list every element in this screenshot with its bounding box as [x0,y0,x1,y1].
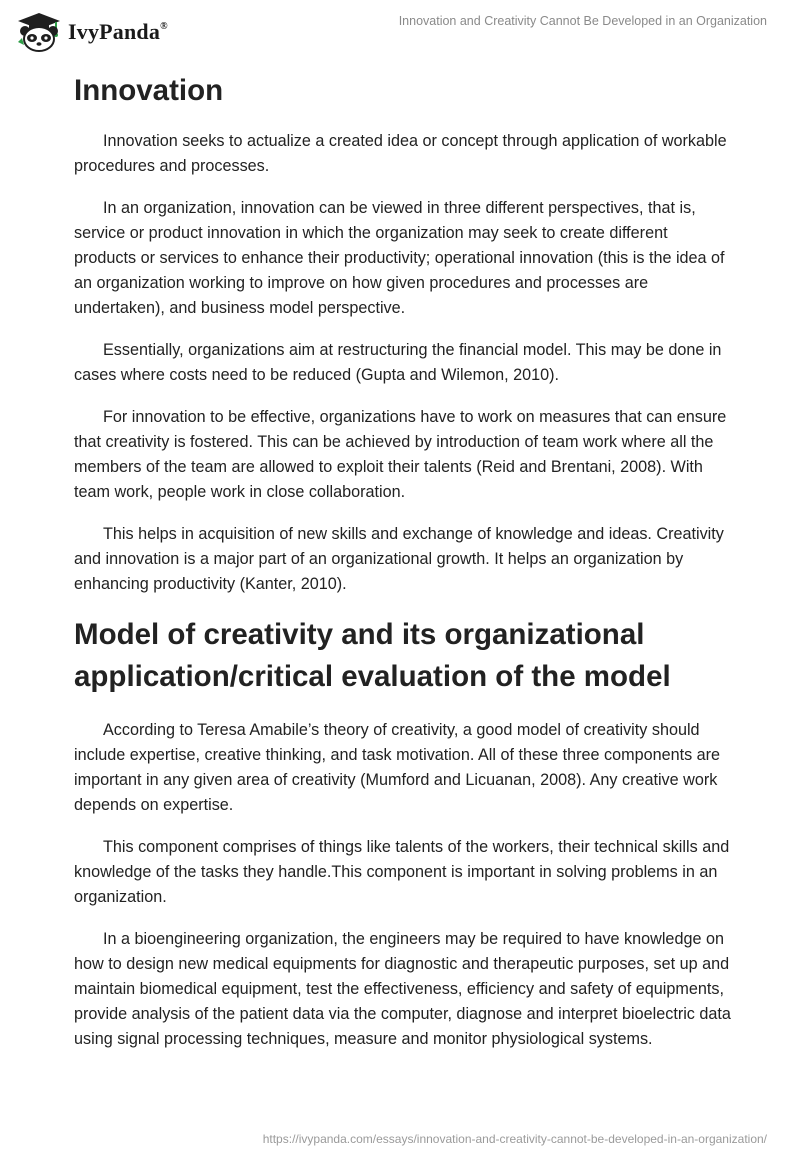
paragraph: In an organization, innovation can be viewed in three different perspectives, that is, service or product innovation in which the organization may seek to create different products or services to enhance their productivity; operational innovation (this is the idea of an organization working to improve on how given procedures and processes are undertaken), and business model perspective. [74,199,725,317]
source-url[interactable]: https://ivypanda.com/essays/innovation-and-creativity-cannot-be-developed-in-an-organization/ [262,1132,767,1146]
section-heading-model: Model of creativity and its organizational application/critical evaluation of the model [74,618,671,693]
essay-content [74,70,734,1069]
paragraph: For innovation to be effective, organizations have to work on measures that can ensure that creativity is fostered. This can be achieved by introduction of team work where all the members of the team are allowed to exploit their talents (Reid and Brentani, 2008). With team work, people work in close collaboration. [74,408,727,501]
logo-wordmark: IvyPanda® [68,19,168,44]
panda-graduate-icon [16,12,62,52]
document-title: Innovation and Creativity Cannot Be Developed in an Organization [398,14,767,28]
paragraph: Essentially, organizations aim at restructuring the financial model. This may be done in cases where costs need to be reduced (Gupta and Wilemon, 2010). [74,341,722,384]
paragraph: In a bioengineering organization, the engineers may be required to have knowledge on how to design new medical equipments for diagnostic and therapeutic purposes, set up and maintain biomedical equipment, test the effectiveness, efficiency and safety of equipments, provide analysis of the patient data via the computer, diagnose and interpret bioelectric data using signal processing techniques, measure and monitor physiological systems. [74,930,731,1048]
section-heading-innovation: Innovation [74,74,224,107]
paragraph: This helps in acquisition of new skills and exchange of knowledge and ideas. Creativity and innovation is a major part of an organizational growth. It helps an organization by enhancing productivity (Kanter, 2010). [74,525,724,593]
ivypanda-logo[interactable] [16,10,168,54]
paragraph: This component comprises of things like talents of the workers, their technical skills and knowledge of the tasks they handle.This component is important in solving problems in an organization. [74,838,730,906]
paragraph: Innovation seeks to actualize a created idea or concept through application of workable procedures and processes. [74,132,727,175]
paragraph: According to Teresa Amabile’s theory of creativity, a good model of creativity should include expertise, creative thinking, and task motivation. All of these three components are important in any given area of creativity (Mumford and Licuanan, 2008). Any creative work depends on expertise. [74,721,721,814]
